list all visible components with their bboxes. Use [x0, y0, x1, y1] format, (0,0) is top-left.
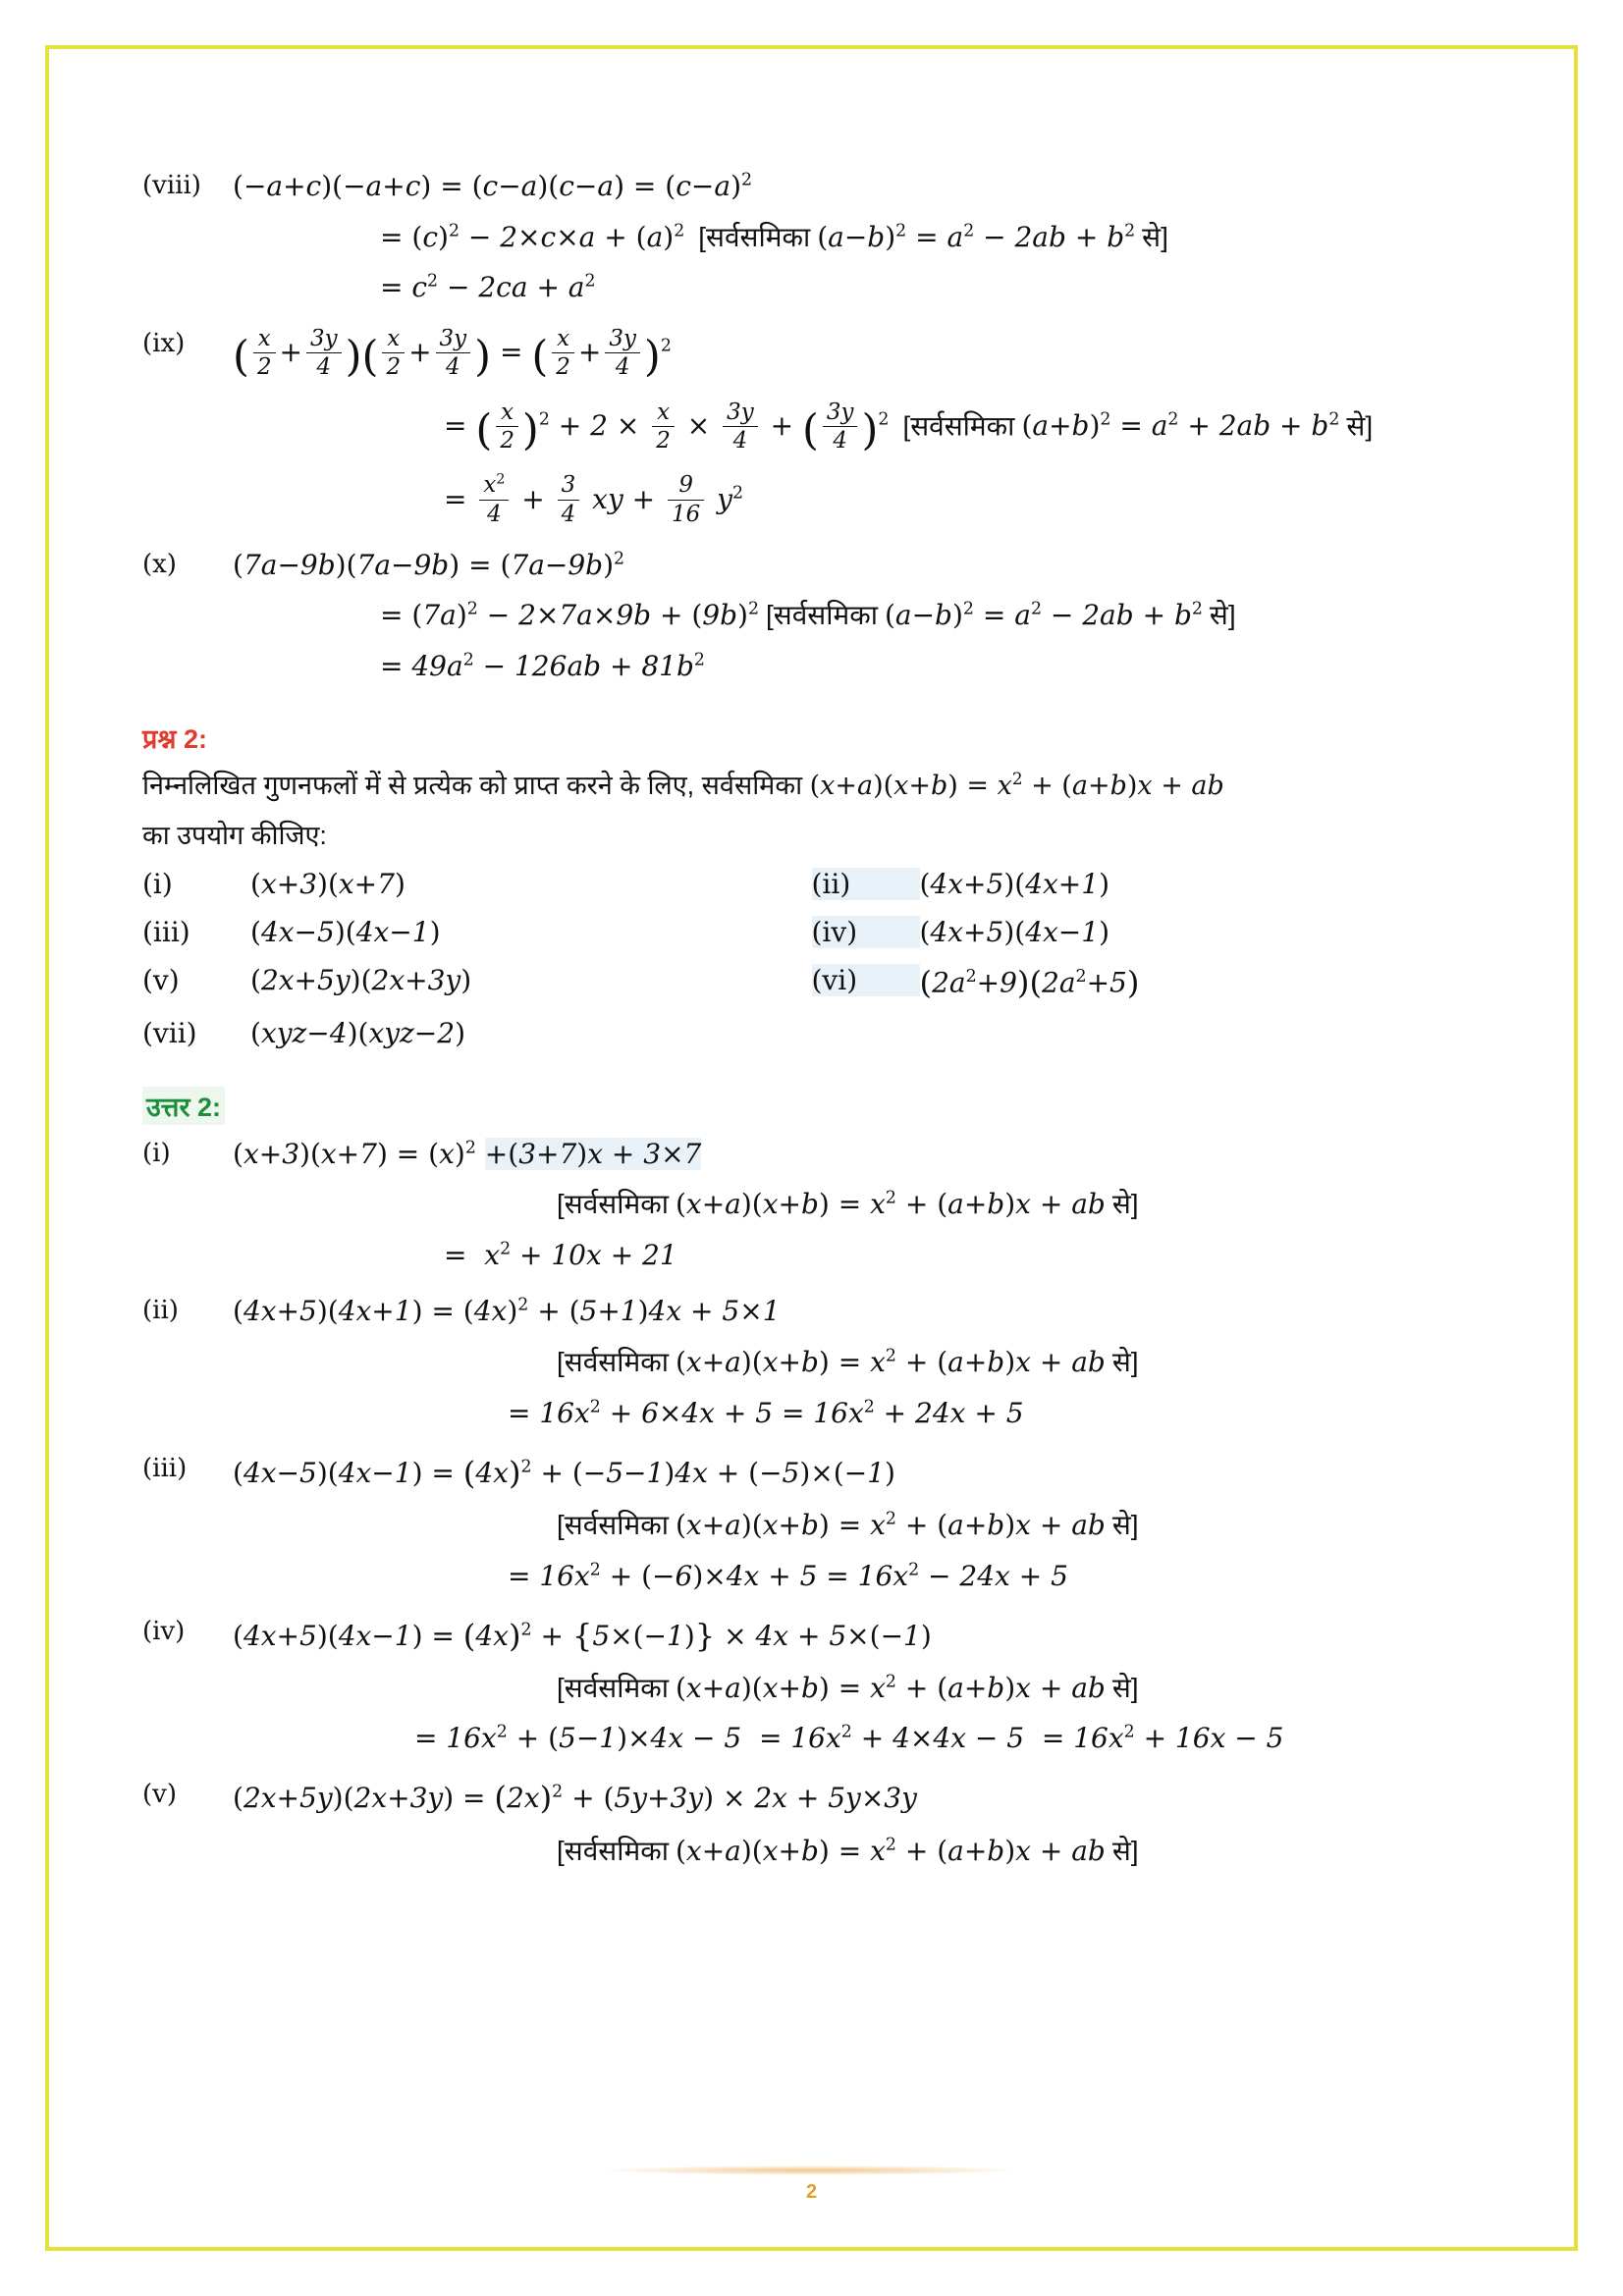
math-line: = $16x^2 + (-6)\times 4x + 5 = 16x^2 - 24x + 5$	[508, 1559, 1068, 1592]
answer-part-iii	[142, 1450, 1481, 1607]
question-item-expr: (2x+5y)(2x+3y)	[250, 963, 472, 996]
item-label-viii: (viii)	[142, 171, 201, 200]
math-line: $(x+3)(x+7) = (x)^2 +(3+7)x + 3\times 7$	[233, 1137, 702, 1170]
item-body-x	[233, 546, 1481, 698]
answer-part-label: (v)	[142, 1779, 177, 1809]
answer-part-label: (i)	[142, 1138, 171, 1168]
math-line: = $(c)^2 - 2\times c\times a + (a)^2$ [सर्वसमिका $(a-b)^2 = a^2 - 2ab + b^2$ से]	[380, 220, 1168, 253]
question-item-expr: $(2a^2+9)(2a^2+5)$	[919, 963, 1140, 1001]
footer-divider	[606, 2165, 1018, 2175]
solution-ix	[142, 325, 1481, 540]
question-item	[812, 868, 1482, 900]
item-label-x: (x)	[142, 549, 177, 579]
question-item	[142, 916, 812, 948]
question-item-label: (vii)	[142, 1016, 197, 1049]
answer-part-body	[233, 1776, 1481, 1882]
identity-note: [सर्वसमिका $(x+a)(x+b) = x^2 + (a+b)x$ + ab से]	[557, 1508, 1139, 1541]
solution-viii	[142, 167, 1481, 319]
answer-part-body	[233, 1613, 1481, 1770]
math-line: $(4x+5)(4x-1) = (4x)^2 + \{5\times(-1)\} \times 4x + 5\times(-1)$	[233, 1617, 932, 1655]
answer-2-heading: उत्तर 2:	[142, 1087, 225, 1125]
item-label-ix: (ix)	[142, 328, 186, 358]
math-line: $(2x+5y)(2x+3y) = (2x)^2 + (5y+3y) \times 2x + 5y\times 3y$	[233, 1779, 917, 1817]
question-item	[142, 1017, 812, 1049]
identity-note: [सर्वसमिका $(x+a)(x+b) = x^2 + (a+b)x$ + ab से]	[557, 1834, 1139, 1867]
math-line: $(7a-9b)(7a-9b) = (7a-9b)^2$	[233, 548, 625, 581]
math-line: = $x^2 + 10x + 21$	[444, 1238, 677, 1271]
identity-note: [सर्वसमिका $(x+a)(x+b) = x^2 + (a+b)x$ + ab से]	[557, 1188, 1139, 1221]
question-item-expr: (x+3)(x+7)	[250, 867, 406, 900]
math-line: $(-a+c)(-a+c) = (c-a)(c-a) = (c-a)^2$	[233, 170, 753, 202]
solution-x	[142, 546, 1481, 698]
math-line: ( $\frac{x}{2}$ + $\frac{3y}{4}$ )( $\frac{x}{2}$ + $\frac{3y}{4}$ ) = ( $\frac{x}{2}$ + $\frac{3y}{4}$ )$^2$	[233, 325, 672, 382]
question-2-heading: प्रश्न 2:	[142, 723, 207, 754]
item-body-ix	[233, 325, 1481, 540]
math-line: = $16x^2 + (5-1)\times 4x - 5 = 16x^2 + 4\times 4x - 5 = 16x^2 + 16x - 5$	[414, 1722, 1284, 1755]
math-line: = $16x^2 + 6\times 4x + 5 = 16x^2 + 24x + 5$	[508, 1396, 1024, 1429]
question-item-expr: (4x+5)(4x+1)	[919, 867, 1110, 900]
answer-part-body	[233, 1135, 1481, 1287]
math-line: = ( $\frac{x}{2}$ )$^2$ + 2 × $\frac{x}{2}$ × $\frac{3y}{4}$ + ( $\frac{3y}{4}$ )$^2$ [सर्वसमिका $(a+b)^2 = a^2 + 2ab + b^2$ से]	[444, 399, 1374, 455]
answer-part-i	[142, 1135, 1481, 1287]
question-item-expr: (xyz−4)(xyz−2)	[250, 1016, 466, 1049]
math-line: $(4x+5)(4x+1) = (4x)^2 + (5+1)4x + 5\times 1$	[233, 1295, 781, 1328]
answer-part-label: (iv)	[142, 1617, 186, 1647]
question-item-expr: (4x−5)(4x−1)	[250, 915, 441, 948]
answer-part-label: (ii)	[142, 1296, 179, 1326]
question-2-text-line1: निम्नलिखित गुणनफलों में से प्रत्येक को प्राप्त करने के लिए, सर्वसमिका $(x+a)(x+b) = x^2 + (a+b)x$ + ab	[142, 768, 1224, 801]
question-2-text-line2: का उपयोग कीजिए:	[142, 821, 327, 851]
math-line: = $49a^2 - 126ab + 81b^2$	[380, 649, 705, 682]
question-item-label: (i)	[142, 867, 173, 900]
answer-part-body	[233, 1450, 1481, 1607]
math-line: $(4x-5)(4x-1) = (4x)^2 + (-5-1)4x + (-5)\times(-1)$	[233, 1454, 895, 1492]
question-item	[812, 916, 1482, 948]
question-2-items	[142, 868, 1481, 1065]
answer-part-label: (iii)	[142, 1454, 188, 1484]
page-border-frame	[45, 45, 1578, 2251]
identity-note: [सर्वसमिका $(x+a)(x+b) = x^2 + (a+b)x$ + ab से]	[557, 1671, 1139, 1704]
question-item-label: (ii)	[812, 868, 920, 900]
question-item-expr: (4x+5)(4x−1)	[919, 915, 1110, 948]
identity-note: [सर्वसमिका $(x+a)(x+b) = x^2 + (a+b)x$ + ab से]	[557, 1346, 1139, 1379]
item-body-viii	[233, 167, 1481, 319]
question-item	[142, 964, 812, 1001]
math-line: = $c^2 - 2ca + a^2$	[380, 271, 596, 304]
math-line: = $(7a)^2 - 2\times 7a\times 9b + (9b)^2$ [सर्वसमिका $(a-b)^2 = a^2 - 2ab + b^2$ से]	[380, 599, 1236, 632]
answer-part-ii	[142, 1292, 1481, 1444]
question-item-label: (iii)	[142, 915, 190, 948]
question-item-label: (vi)	[812, 964, 920, 996]
answer-part-iv	[142, 1613, 1481, 1770]
question-item	[142, 868, 812, 900]
question-item-label: (v)	[142, 963, 180, 996]
answer-part-v	[142, 1776, 1481, 1882]
question-item-label: (iv)	[812, 916, 920, 948]
page-number: 2	[805, 2181, 818, 2203]
math-line: = $\frac{x^2}{4}$ + $\frac{3}{4}$ xy + $\frac{9}{16}$ $y^2$	[444, 471, 744, 527]
question-item	[812, 964, 1482, 1001]
page-footer	[49, 2165, 1574, 2204]
answer-part-body	[233, 1292, 1481, 1444]
